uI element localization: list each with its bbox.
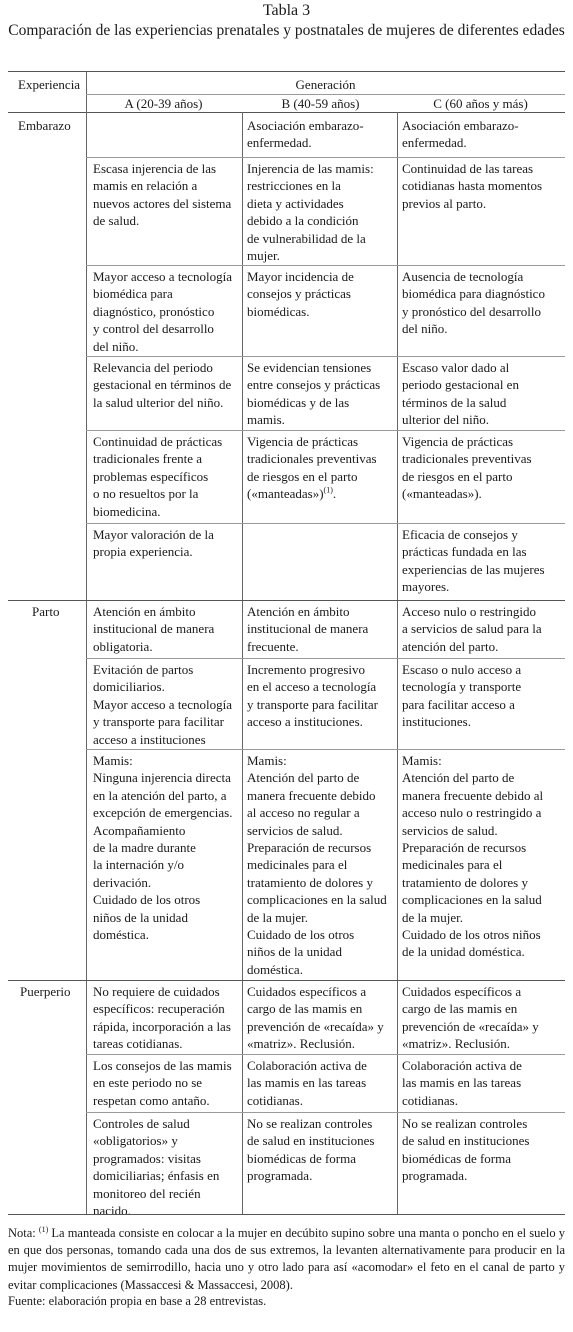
row-divider: [86, 430, 565, 431]
cell-embarazo-1-b: Injerencia de las mamis: restricciones en la dieta y actividades debido a la condición de vulnerabilidad de la mujer.: [247, 161, 374, 264]
cell-embarazo-4-b: [247, 433, 377, 503]
row-divider: [86, 523, 565, 524]
column-divider-2: [242, 112, 243, 1215]
cell-parto-2-b: Mamis: Atención del parto de manera frecuente debido al acceso no regular a servicios de salud. Preparación de recursos medicinales para el tratamiento de dolores y complicaciones en la salud de la mujer. Cuidado de los otros niños de la unidad doméstica.: [247, 753, 387, 977]
table-note: [8, 1225, 565, 1294]
footnote-ref: (1): [323, 485, 333, 495]
table-number: Tabla 3: [262, 2, 311, 19]
note-footnote-mark: (1): [38, 1224, 49, 1234]
table-top-rule: [8, 71, 565, 72]
cell-embarazo-3-b: Se evidencian tensiones entre consejos y prácticas biomédicas y de las mamis.: [247, 360, 381, 428]
group-divider: [8, 980, 565, 981]
row-divider: [86, 265, 565, 266]
cell-embarazo-4-b-end: .: [332, 486, 337, 502]
row-divider: [86, 1112, 565, 1113]
cell-parto-0-b: Atención en ámbito institucional de manera frecuente.: [247, 604, 369, 654]
group-label-puerperio: Puerperio: [20, 984, 71, 999]
group-label-embarazo: Embarazo: [18, 118, 71, 133]
group-divider: [8, 600, 565, 601]
cell-embarazo-0-b: Asociación embarazo- enfermedad.: [247, 118, 364, 151]
table-bottom-rule: [8, 1214, 565, 1215]
cell-embarazo-3-c: Escaso valor dado al periodo gestacional en términos de la salud ulterior del niño.: [402, 360, 519, 428]
table-caption: Comparación de las experiencias prenatales y postnatales de mujeres de diferentes edades: [8, 22, 565, 39]
cell-puerperio-1-a: Los consejos de las mamis en este periodo no se respetan como antaño.: [93, 1058, 232, 1108]
cell-embarazo-5-c: Eficacia de consejos y prácticas fundada en las experiencias de las mujeres mayores.: [402, 527, 545, 595]
cell-parto-1-b: Incremento progresivo en el acceso a tecnología y transporte para facilitar acceso a instituciones.: [247, 662, 379, 730]
header-col-a: A (20-39 años): [124, 96, 203, 111]
cell-parto-0-a: Atención en ámbito institucional de manera obligatoria.: [93, 604, 215, 654]
row-divider: [86, 1054, 565, 1055]
cell-parto-0-c: Acceso nulo o restringido a servicios de salud para la atención del parto.: [402, 604, 542, 654]
row-divider: [86, 658, 565, 659]
cell-embarazo-2-b: Mayor incidencia de consejos y prácticas biomédicas.: [247, 269, 354, 319]
cell-puerperio-0-a: No requiere de cuidados específicos: recuperación rápida, incorporación a las tareas cotidianas.: [93, 984, 231, 1052]
cell-embarazo-1-c: Continuidad de las tareas cotidianas hasta momentos previos al parto.: [402, 161, 543, 211]
row-divider: [86, 356, 565, 357]
header-experiencia: Experiencia: [18, 77, 81, 92]
column-divider-3: [397, 112, 398, 1215]
column-divider-1: [86, 112, 87, 1215]
cell-embarazo-1-a: Escasa injerencia de las mamis en relación a nuevos actores del sistema de salud.: [93, 161, 232, 229]
cell-puerperio-1-c: Colaboración activa de las mamis en las tareas cotidianas.: [402, 1058, 522, 1108]
cell-embarazo-4-c: Vigencia de prácticas tradicionales preventivas de riesgos en el parto («manteadas»).: [402, 434, 532, 502]
header-col-c: C (60 años y más): [433, 96, 528, 111]
header-bottom-rule: [8, 112, 565, 113]
cell-parto-2-c: Mamis: Atención del parto de manera frecuente debido al acceso nulo o restringido a servicios de salud. Preparación de recursos medicinales para el tratamiento de dolores y complicaciones en la salud de la mujer. Cuidado de los otros niños de la unidad doméstica.: [402, 753, 544, 960]
cell-embarazo-2-a: Mayor acceso a tecnología biomédica para diagnóstico, pronóstico y control del desarrollo del niño.: [93, 269, 232, 354]
cell-embarazo-5-a: Mayor valoración de la propia experiencia.: [93, 527, 214, 560]
cell-puerperio-2-a: Controles de salud «obligatorios» y programados: visitas domiciliarias; énfasis en monitoreo del recién nacido.: [93, 1116, 220, 1219]
group-label-parto: Parto: [32, 604, 60, 619]
note-text: La manteada consiste en colocar a la mujer en decúbito supino sobre una manta o poncho en el suelo y en que dos personas, tomando cada una dos de sus extremos, la levanten alternativamente para producir en la mujer movimientos de semirrodillo, hacia uno y otro lado para así «acomodar» el feto en el canal de parto y evitar complicaciones (Massaccesi & Massaccesi, 2008).: [8, 1226, 565, 1292]
cell-embarazo-0-c: Asociación embarazo- enfermedad.: [402, 118, 519, 151]
cell-puerperio-0-b: Cuidados específicos a cargo de las mamis en prevención de «recaída» y «matriz». Reclusión.: [247, 984, 384, 1052]
cell-puerperio-1-b: Colaboración activa de las mamis en las tareas cotidianas.: [247, 1058, 367, 1108]
header-generacion: Generación: [295, 77, 356, 92]
header-col-b: B (40-59 años): [281, 96, 360, 111]
cell-embarazo-4-a: Continuidad de prácticas tradicionales frente a problemas específicos o no resueltos por la biomedicina.: [93, 434, 223, 519]
cell-parto-1-c: Escaso o nulo acceso a tecnología y transporte para facilitar acceso a instituciones.: [402, 662, 522, 730]
table-source: Fuente: elaboración propia en base a 28 entrevistas.: [8, 1294, 267, 1308]
cell-parto-2-a: Mamis: Ninguna injerencia directa en la atención del parto, a excepción de emergencias. Acompañamiento de la madre durante la internación y/o derivación. Cuidado de los otros niños de la unidad doméstica.: [93, 753, 233, 943]
row-divider: [86, 749, 565, 750]
cell-embarazo-2-c: Ausencia de tecnología biomédica para diagnóstico y pronóstico del desarrollo del niño.: [402, 269, 545, 337]
cell-embarazo-4-b-text: Vigencia de prácticas tradicionales preventivas de riesgos en el parto («manteadas»): [247, 434, 377, 502]
cell-embarazo-3-a: Relevancia del periodo gestacional en términos de la salud ulterior del niño.: [93, 360, 232, 410]
note-prefix: Nota:: [8, 1226, 39, 1240]
cell-puerperio-2-b: No se realizan controles de salud en instituciones biomédicas de forma programada.: [247, 1116, 375, 1184]
cell-puerperio-0-c: Cuidados específicos a cargo de las mamis en prevención de «recaída» y «matriz». Reclusión.: [402, 984, 539, 1052]
cell-puerperio-2-c: No se realizan controles de salud en instituciones biomédicas de forma programada.: [402, 1116, 530, 1184]
cell-parto-1-a: Evitación de partos domiciliarios. Mayor acceso a tecnología y transporte para facilitar acceso a instituciones: [93, 662, 232, 747]
row-divider: [86, 157, 565, 158]
